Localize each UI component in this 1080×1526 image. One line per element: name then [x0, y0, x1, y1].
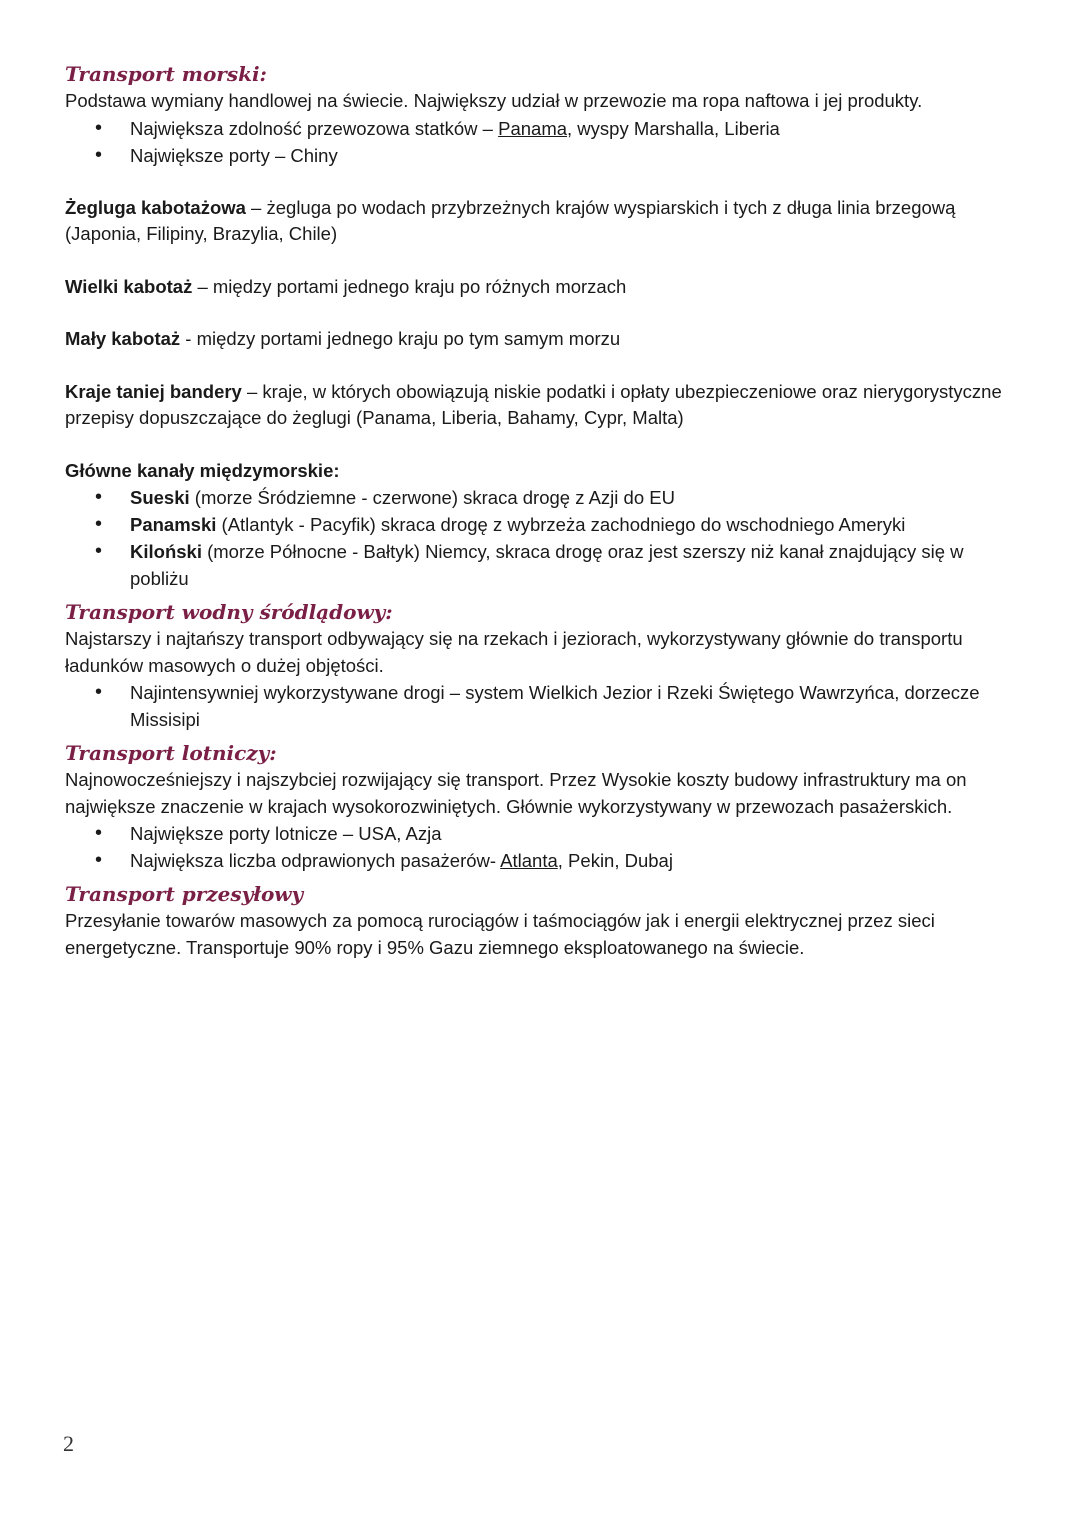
list-item: [65, 538, 1015, 592]
canal-name: Panamski: [130, 514, 217, 535]
heading-transport-przesylowy: Transport przesyłowy: [65, 882, 304, 906]
bullet-text: Największa liczba odprawionych pasażerów-: [130, 850, 501, 871]
definition: - między portami jednego kraju po tym samym morzu: [180, 328, 621, 349]
kanaly-list: [65, 484, 1015, 592]
canal-text: (morze Śródziemne - czerwone) skraca drogę z Azji do EU: [189, 487, 675, 508]
heading-transport-morski: Transport morski:: [65, 62, 267, 86]
definition: – między portami jednego kraju po różnych morzach: [192, 275, 627, 297]
maly-kabotaz-definition: [65, 326, 1015, 353]
term: Mały kabotaż: [65, 328, 181, 349]
definition: – żegluga po wodach przybrzeżnych krajów wyspiarskich i tych z długa linia brzegową (Japonia, Filipiny, Brazylia, Chile): [65, 196, 956, 244]
heading-transport-lotniczy: Transport lotniczy:: [65, 741, 277, 765]
list-item: [65, 847, 1015, 874]
canal-text: (Atlantyk - Pacyfik) skraca drogę z wybrzeża zachodniego do wschodniego Ameryki: [216, 514, 906, 535]
bullet-text: , wyspy Marshalla, Liberia: [567, 117, 780, 139]
bandery-definition: [65, 379, 1015, 432]
kanaly-heading: [65, 458, 1015, 485]
lotniczy-intro: Najnowocześniejszy i najszybciej rozwijający się transport. Przez Wysokie koszty budowy infrastruktury ma on największe znaczenie w krajach wysokorozwiniętych. Głównie wykorzystywany w przewozach pasażerskich.: [65, 769, 967, 817]
list-item: [65, 511, 1015, 538]
term: Wielki kabotaż: [65, 275, 193, 297]
canal-name: Kiloński: [130, 541, 202, 562]
page-number: 2: [63, 1431, 74, 1456]
canal-name: Sueski: [130, 487, 190, 508]
atlanta-link-text: Atlanta: [500, 850, 558, 871]
list-item: [65, 484, 1015, 511]
list-item: [65, 115, 1015, 142]
bullet-text: Największa zdolność przewozowa statków –: [130, 117, 499, 139]
term: Kraje taniej bandery: [65, 380, 242, 402]
heading-transport-srodladowy: Transport wodny śródlądowy:: [65, 600, 393, 624]
panama-link-text: Panama: [498, 117, 568, 139]
kabotaz-definition: [65, 195, 1015, 248]
list-item: • Największe porty – Chiny: [65, 142, 1015, 169]
list-item: • Najintensywniej wykorzystywane drogi – system Wielkich Jezior i Rzeki Świętego Wawrzyńca, dorzecze Missisipi: [65, 679, 1015, 733]
list-item: • Największe porty lotnicze – USA, Azja: [65, 820, 1015, 847]
przesylowy-intro: Przesyłanie towarów masowych za pomocą rurociągów i taśmociągów jak i energii elektrycznej przez sieci energetyczne. Transportuje 90% ropy i 95% Gazu ziemnego eksploatowanego na świecie.: [65, 910, 935, 958]
term: Żegluga kabotażowa: [65, 196, 246, 218]
srodladowy-bullets: [65, 679, 1015, 733]
morski-bullets: [65, 115, 1015, 169]
lotniczy-bullets: [65, 820, 1015, 874]
bullet-text: , Pekin, Dubaj: [557, 850, 673, 871]
morski-intro: Podstawa wymiany handlowej na świecie. Największy udział w przewozie ma ropa naftowa i jej produkty.: [65, 90, 923, 111]
term: Główne kanały międzymorskie:: [65, 459, 340, 481]
canal-text: (morze Północne - Bałtyk) Niemcy, skraca drogę oraz jest szerszy niż kanał znajdujący się w pobliżu: [130, 541, 964, 589]
wielki-kabotaz-definition: [65, 274, 1015, 301]
srodladowy-intro: Najstarszy i najtańszy transport odbywający się na rzekach i jeziorach, wykorzystywany głównie do transportu ładunków masowych o dużej objętości.: [65, 628, 963, 676]
definition: – kraje, w których obowiązują niskie podatki i opłaty ubezpieczeniowe oraz nierygorystyczne przepisy dopuszczające do żeglugi (Panama, Liberia, Bahamy, Cypr, Malta): [65, 380, 1002, 428]
document-page: [65, 60, 1015, 961]
